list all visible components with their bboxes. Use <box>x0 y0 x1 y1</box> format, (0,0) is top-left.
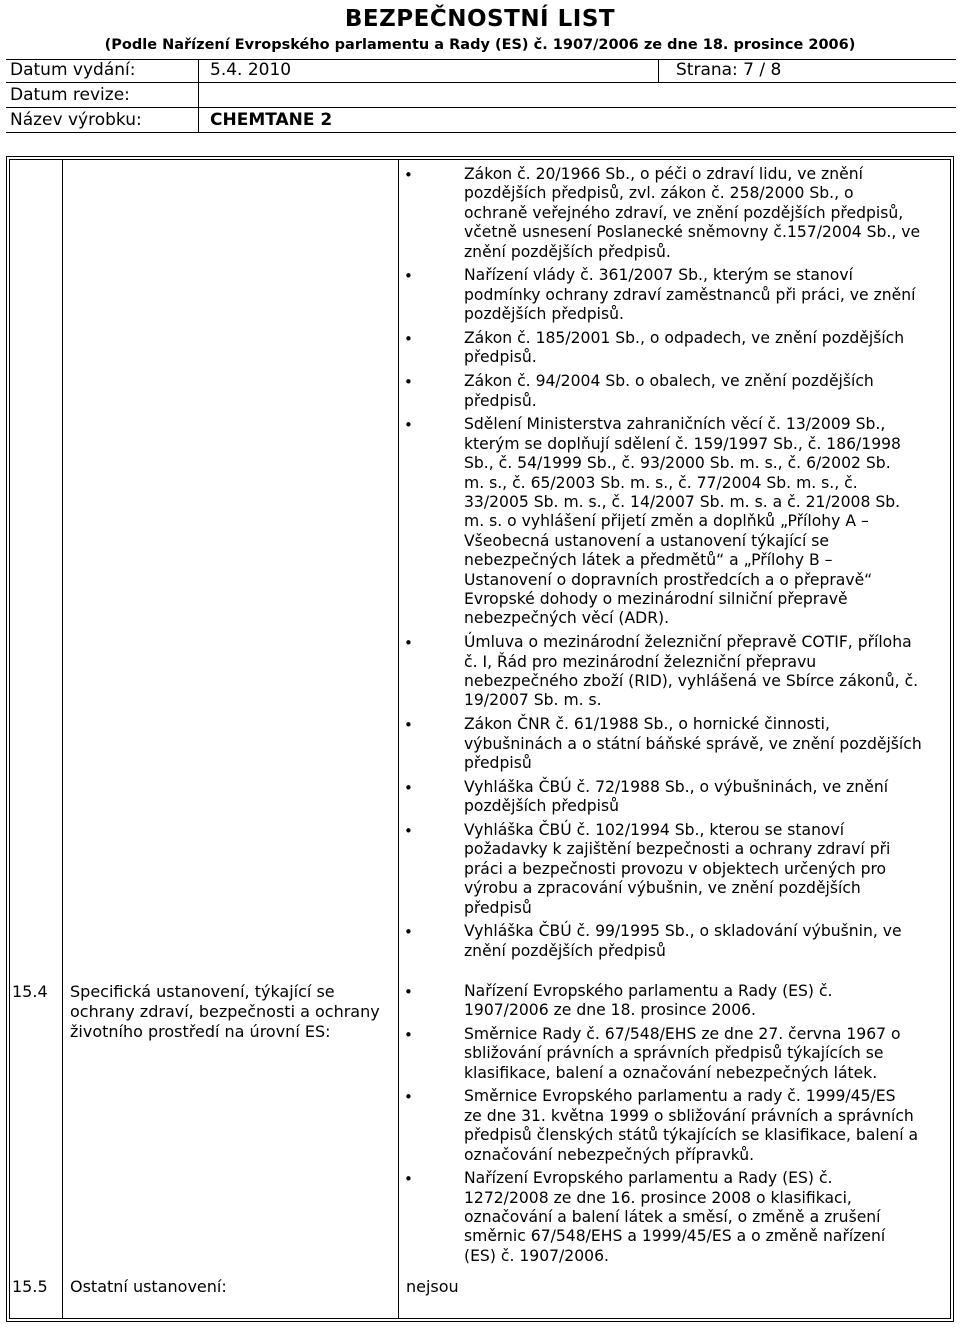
list-item-text <box>464 1087 950 1165</box>
list-item-line: výbušninách a o státní báňské správě, ve znění pozdějších <box>464 734 922 753</box>
list-item-line: nebezpečných věcí (ADR). <box>464 609 670 628</box>
list-item-line: nebezpečného zboží (RID), vyhlášená ve Sbírce zákonů, č. <box>464 672 919 690</box>
document-header <box>0 0 960 140</box>
list-item-line: m. s. o vyhlášení přijetí změn a doplňků „Přílohy A – <box>464 512 869 531</box>
document-subtitle: (Podle Nařízení Evropského parlamentu a Rady (ES) č. 1907/2006 ze dne 18. prosince 2006) <box>104 37 856 53</box>
list-item-text <box>464 982 950 1021</box>
list-item-line: předpisů. <box>464 391 537 410</box>
list-item-line: Úmluva o mezinárodní železniční přepravě COTIF, příloha <box>464 633 912 652</box>
list-item-line: Zákon ČNR č. 61/1988 Sb., o hornické činnosti, <box>464 715 830 734</box>
list-item-text <box>464 372 950 411</box>
bullet-icon: • <box>404 634 413 653</box>
document-title: BEZPEČNOSTNÍ LIST <box>344 6 616 32</box>
list-item-line: práci a bezpečnosti provozu v objektech určených pro <box>464 859 887 878</box>
list-item-line: ochraně veřejného zdraví, ve znění pozdějších předpisů, <box>464 203 904 222</box>
bullet-icon: • <box>404 778 413 797</box>
list-item-line: znění pozdějších předpisů <box>464 941 666 960</box>
list-item-text <box>464 415 950 628</box>
list-item-line: Vyhláška ČBÚ č. 99/1995 Sb., o skladování výbušnin, ve <box>464 922 902 941</box>
list-item-line: Sdělení Ministerstva zahraničních věcí č. 13/2009 Sb., <box>464 415 886 434</box>
bullet-icon: • <box>404 983 413 1001</box>
list-item-text <box>464 1025 950 1083</box>
list-item-line: 33/2005 Sb. m. s., č. 14/2007 Sb. m. s. a č. 21/2008 Sb. <box>464 493 901 512</box>
list-item-text <box>464 922 950 961</box>
bullet-icon: • <box>404 923 413 942</box>
list-item-line: předpisů členských států týkajících se klasifikace, balení a <box>464 1126 919 1145</box>
header-divider <box>6 132 956 133</box>
section-label-15-4 <box>70 982 392 1042</box>
bullet-icon: • <box>404 373 413 392</box>
list-item-line: požadavky k zajištění bezpečnosti a ochrany zdraví při <box>464 840 891 859</box>
list-item-text <box>464 329 950 368</box>
list-item-line: Směrnice Rady č. 67/548/EHS ze dne 27. června 1967 o <box>464 1025 901 1043</box>
bullet-icon: • <box>404 1026 413 1044</box>
list-item-line: označování nebezpečných přípravků. <box>464 1145 755 1164</box>
list-item-text <box>464 778 950 817</box>
list-item-line: znění pozdějších předpisů. <box>464 242 671 261</box>
bullet-icon: • <box>404 1088 413 1107</box>
product-label: Název výrobku: <box>10 110 142 130</box>
list-item-text <box>464 1169 950 1266</box>
bullet-icon: • <box>404 330 413 348</box>
list-item-line: pozdějších předpisů. <box>464 305 624 324</box>
list-item-line: Všeobecná ustanovení a ustanovení týkající se <box>464 531 829 550</box>
list-item-text <box>464 633 950 711</box>
revision-date-label: Datum revize: <box>10 85 130 105</box>
list-item-line: Zákon č. 185/2001 Sb., o odpadech, ve znění pozdějších <box>464 329 905 347</box>
label-column-divider <box>398 159 399 1319</box>
list-item-line: podmínky ochrany zdraví zaměstnanců při práci, ve znění <box>464 285 916 304</box>
list-item-line: ze dne 31. května 1999 o sbližování právních a správních <box>464 1106 914 1125</box>
list-item-text <box>464 266 950 324</box>
header-column-divider <box>658 59 659 82</box>
list-item-line: předpisů <box>464 754 532 772</box>
bullet-icon: • <box>404 822 413 840</box>
list-item-line: včetně usnesení Poslanecké sněmovny č.157/2004 Sb., ve <box>464 223 921 242</box>
list-item-line: Ustanovení o dopravních prostředcích a o přepravě“ <box>464 570 873 589</box>
list-item-line: Nařízení vlády č. 361/2007 Sb., kterým se stanoví <box>464 266 853 285</box>
list-item-line: kterým se doplňují sdělení č. 159/1997 Sb., č. 186/1998 <box>464 434 901 453</box>
list-item-line: směrnic 67/548/EHS a 1999/45/ES a o změně nařízení <box>464 1227 886 1246</box>
list-item-text <box>464 821 950 918</box>
list-item-line: (ES) č. 1907/2006. <box>464 1246 609 1265</box>
list-item-line: 1907/2006 ze dne 18. prosince 2006. <box>464 1001 757 1020</box>
list-item-line: Evropské dohody o mezinárodní silniční přepravě <box>464 590 848 609</box>
list-item-line: Zákon č. 94/2004 Sb. o obalech, ve znění pozdějších <box>464 372 874 391</box>
page-number: Strana: 7 / 8 <box>676 60 782 80</box>
header-divider <box>6 107 956 108</box>
list-item-text <box>464 715 950 773</box>
header-divider <box>6 82 956 83</box>
issue-date-label: Datum vydání: <box>10 60 136 80</box>
bullet-icon: • <box>404 1170 413 1189</box>
list-item-line: Vyhláška ČBÚ č. 102/1994 Sb., kterou se stanoví <box>464 821 845 839</box>
list-item-line: výrobu a zpracování výbušnin, ve znění pozdějších <box>464 879 861 898</box>
number-column-divider <box>62 159 63 1319</box>
bullet-icon: • <box>404 267 413 286</box>
bullet-icon: • <box>404 416 413 435</box>
list-item-line: Zákon č. 20/1966 Sb., o péči o zdraví lidu, ve znění <box>464 165 863 183</box>
product-name: CHEMTANE 2 <box>210 110 333 130</box>
bullet-icon: • <box>404 166 413 184</box>
list-item-line: předpisů. <box>464 348 537 367</box>
section-label-line: ochrany zdraví, bezpečnosti a ochrany <box>70 1002 380 1021</box>
section-label-line: Specifická ustanovení, týkající se <box>70 982 335 1001</box>
section-label-15-5: Ostatní ustanovení: <box>70 1277 227 1296</box>
section-value-15-5: nejsou <box>406 1277 459 1296</box>
list-item-line: Sb., č. 54/1999 Sb., č. 93/2000 Sb. m. s., č. 6/2002 Sb. <box>464 454 891 473</box>
header-column-divider <box>198 59 199 132</box>
bullet-icon: • <box>404 716 413 735</box>
section-number-15-4: 15.4 <box>12 982 48 1001</box>
list-item-line: klasifikace, balení a označování nebezpečných látek. <box>464 1063 878 1082</box>
list-item-line: Nařízení Evropského parlamentu a Rady (ES) č. <box>464 1169 833 1188</box>
issue-date-row <box>10 60 955 84</box>
list-item-line: 19/2007 Sb. m. s. <box>464 691 602 710</box>
list-item-line: předpisů <box>464 898 532 917</box>
list-item-line: označování a balení látek a směsí, o změně a zrušení <box>464 1208 881 1226</box>
list-item-line: pozdějších předpisů, zvl. zákon č. 258/2000 Sb., o <box>464 184 854 203</box>
list-item-line: 1272/2008 ze dne 16. prosince 2008 o klasifikaci, <box>464 1188 852 1207</box>
list-item-line: sbližování právních a správních předpisů týkajících se <box>464 1044 884 1063</box>
product-row <box>10 110 955 134</box>
list-item-text <box>464 165 950 262</box>
list-item-line: Směrnice Evropského parlamentu a rady č. 1999/45/ES <box>464 1087 896 1106</box>
list-item-line: č. I, Řád pro mezinárodní železniční přepravu <box>464 652 817 671</box>
list-item-line: Nařízení Evropského parlamentu a Rady (ES) č. <box>464 982 833 1000</box>
revision-date-row <box>10 85 955 109</box>
issue-date-value: 5.4. 2010 <box>210 60 292 80</box>
section-label-line: životního prostředí na úrovní ES: <box>70 1022 331 1041</box>
list-item-line: m. s., č. 65/2003 Sb. m. s., č. 77/2004 Sb. m. s., č. <box>464 473 858 492</box>
list-item-line: nebezpečných látek a předmětů“ a „Přílohy B – <box>464 551 833 570</box>
list-item-line: Vyhláška ČBÚ č. 72/1988 Sb., o výbušninách, ve znění <box>464 777 889 796</box>
list-item-line: pozdějších předpisů <box>464 797 620 816</box>
section-number-15-5: 15.5 <box>12 1277 48 1296</box>
